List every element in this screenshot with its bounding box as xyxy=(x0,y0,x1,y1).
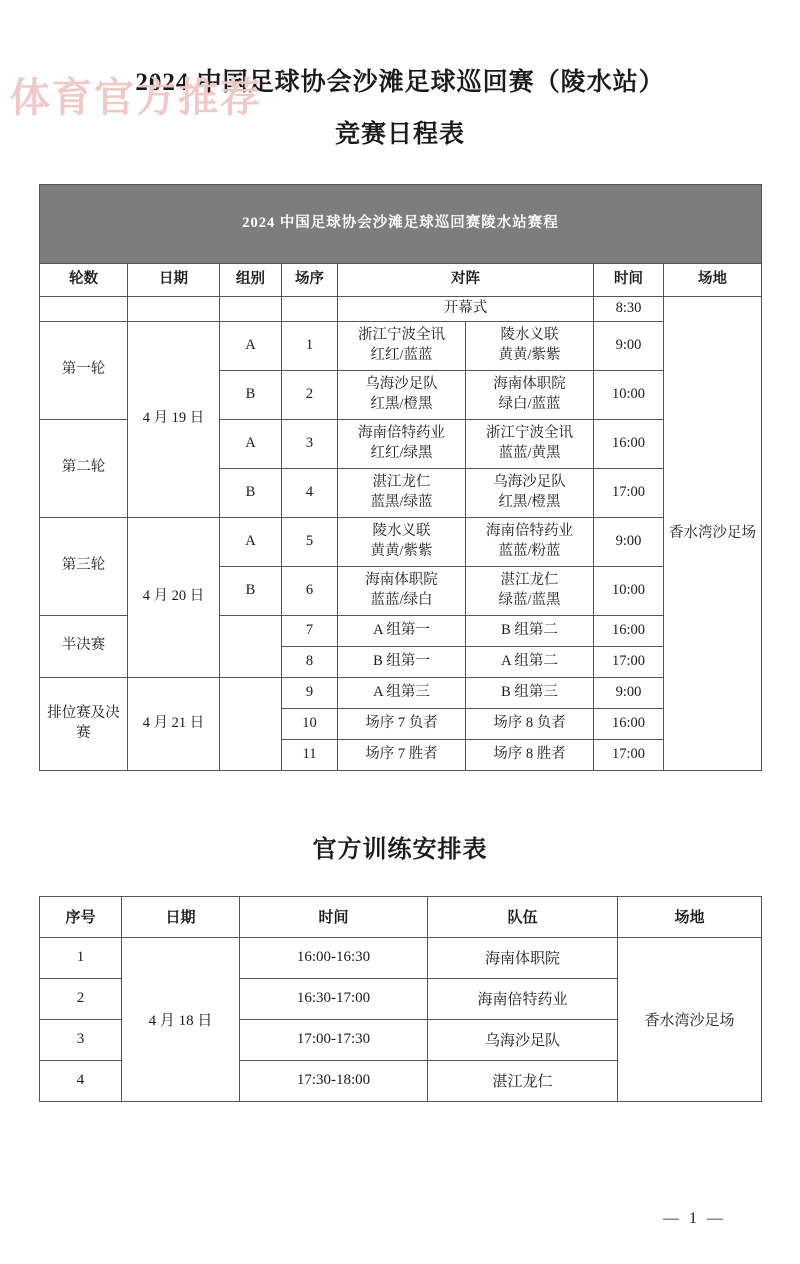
training-table-container xyxy=(39,896,761,1102)
match-time: 9:00 xyxy=(594,321,664,370)
opening-order-blank xyxy=(282,297,338,322)
training-team: 海南体职院 xyxy=(428,937,618,978)
schedule-date-2: 4 月 20 日 xyxy=(128,517,220,677)
training-time: 16:30-17:00 xyxy=(240,978,428,1019)
round-label-final: 排位赛及决赛 xyxy=(40,677,128,770)
match-home xyxy=(338,419,466,468)
training-header-time: 时间 xyxy=(240,896,428,937)
table-row-opening xyxy=(40,297,762,322)
match-away-kit: 蓝蓝/黄黑 xyxy=(498,444,561,461)
opening-group-blank xyxy=(220,297,282,322)
header-venue: 场地 xyxy=(664,264,762,297)
header-order: 场序 xyxy=(282,264,338,297)
training-schedule-table xyxy=(39,896,762,1102)
match-away-kit: 黄黄/紫紫 xyxy=(498,346,561,363)
match-home xyxy=(338,517,466,566)
schedule-venue: 香水湾沙足场 xyxy=(664,297,762,771)
match-home-kit: 黄黄/紫紫 xyxy=(370,542,433,559)
match-home: B 组第一 xyxy=(338,646,466,677)
match-away-team: 浙江宁波全讯 xyxy=(486,425,573,441)
training-time: 17:00-17:30 xyxy=(240,1019,428,1060)
match-time: 10:00 xyxy=(594,566,664,615)
training-title: 官方训练安排表 xyxy=(312,836,488,863)
round-label-2: 第二轮 xyxy=(40,419,128,517)
match-group: A xyxy=(220,517,282,566)
match-home xyxy=(338,566,466,615)
match-away: A 组第二 xyxy=(466,646,594,677)
match-time: 16:00 xyxy=(594,708,664,739)
schedule-banner: 2024 中国足球协会沙滩足球巡回赛陵水站赛程 xyxy=(40,185,762,264)
header-matchup: 对阵 xyxy=(338,264,594,297)
match-home xyxy=(338,370,466,419)
schedule-header-row xyxy=(40,264,762,297)
table-row xyxy=(40,937,762,978)
training-time: 16:00-16:30 xyxy=(240,937,428,978)
match-home-team: 海南倍特药业 xyxy=(358,425,445,441)
match-away-kit: 绿白/蓝蓝 xyxy=(498,395,561,412)
match-order: 6 xyxy=(282,566,338,615)
match-away-team: 湛江龙仁 xyxy=(500,572,559,588)
match-time: 10:00 xyxy=(594,370,664,419)
training-header-date: 日期 xyxy=(122,896,240,937)
match-home: A 组第一 xyxy=(338,615,466,646)
match-away: B 组第二 xyxy=(466,615,594,646)
match-home-kit: 蓝黑/绿蓝 xyxy=(370,493,433,510)
training-header-team: 队伍 xyxy=(428,896,618,937)
match-time: 16:00 xyxy=(594,419,664,468)
match-order: 2 xyxy=(282,370,338,419)
match-time: 16:00 xyxy=(594,615,664,646)
training-no: 4 xyxy=(40,1060,122,1101)
match-away xyxy=(466,419,594,468)
match-time: 9:00 xyxy=(594,517,664,566)
match-order: 7 xyxy=(282,615,338,646)
match-away-team: 陵水义联 xyxy=(500,327,559,343)
training-time: 17:30-18:00 xyxy=(240,1060,428,1101)
match-away xyxy=(466,566,594,615)
page-title: 2024 中国足球协会沙滩足球巡回赛（陵水站） xyxy=(135,69,665,96)
match-home-kit: 红红/绿黑 xyxy=(370,444,433,461)
match-away: B 组第三 xyxy=(466,677,594,708)
match-away xyxy=(466,517,594,566)
training-header-row xyxy=(40,896,762,937)
schedule-date-1: 4 月 19 日 xyxy=(128,321,220,517)
opening-time: 8:30 xyxy=(594,297,664,322)
match-order: 5 xyxy=(282,517,338,566)
opening-round-blank xyxy=(40,297,128,322)
match-order: 1 xyxy=(282,321,338,370)
match-away: 场序 8 负者 xyxy=(466,708,594,739)
training-venue: 香水湾沙足场 xyxy=(618,937,762,1101)
match-home-kit: 红红/蓝蓝 xyxy=(370,346,433,363)
watermark: 体育官方推荐 xyxy=(10,75,262,120)
table-row xyxy=(40,517,762,566)
match-away-kit: 红黑/橙黑 xyxy=(498,493,561,510)
match-away: 场序 8 胜者 xyxy=(466,739,594,770)
training-header-no: 序号 xyxy=(40,896,122,937)
training-no: 3 xyxy=(40,1019,122,1060)
match-order: 3 xyxy=(282,419,338,468)
match-away-kit: 绿蓝/蓝黑 xyxy=(498,591,561,608)
opening-date-blank xyxy=(128,297,220,322)
schedule-date-3: 4 月 21 日 xyxy=(128,677,220,770)
page-subtitle: 竞赛日程表 xyxy=(334,121,465,148)
training-date: 4 月 18 日 xyxy=(122,937,240,1101)
match-home-team: 海南体职院 xyxy=(365,572,438,588)
match-time: 17:00 xyxy=(594,646,664,677)
match-time: 9:00 xyxy=(594,677,664,708)
opening-label: 开幕式 xyxy=(338,297,594,322)
table-row xyxy=(40,321,762,370)
match-order: 10 xyxy=(282,708,338,739)
training-team: 湛江龙仁 xyxy=(428,1060,618,1101)
match-home: A 组第三 xyxy=(338,677,466,708)
match-home-team: 乌海沙足队 xyxy=(365,376,438,392)
training-header-venue: 场地 xyxy=(618,896,762,937)
match-group: B xyxy=(220,370,282,419)
match-group: B xyxy=(220,468,282,517)
match-home-kit: 蓝蓝/绿白 xyxy=(370,591,433,608)
match-group: A xyxy=(220,419,282,468)
training-no: 1 xyxy=(40,937,122,978)
match-home-kit: 红黑/橙黑 xyxy=(370,395,433,412)
match-home-team: 陵水义联 xyxy=(372,523,431,539)
match-away-team: 海南倍特药业 xyxy=(486,523,573,539)
match-time: 17:00 xyxy=(594,739,664,770)
match-away xyxy=(466,321,594,370)
round-label-semi: 半决赛 xyxy=(40,615,128,677)
header-date: 日期 xyxy=(128,264,220,297)
match-time: 17:00 xyxy=(594,468,664,517)
training-team: 乌海沙足队 xyxy=(428,1019,618,1060)
table-row xyxy=(40,677,762,708)
match-away-kit: 蓝蓝/粉蓝 xyxy=(498,542,561,559)
training-team: 海南倍特药业 xyxy=(428,978,618,1019)
round-label-1: 第一轮 xyxy=(40,321,128,419)
training-no: 2 xyxy=(40,978,122,1019)
match-order: 8 xyxy=(282,646,338,677)
schedule-banner-row xyxy=(40,185,762,264)
match-away-team: 海南体职院 xyxy=(493,376,566,392)
competition-schedule-table xyxy=(39,184,762,771)
match-home xyxy=(338,468,466,517)
match-away xyxy=(466,370,594,419)
header-round: 轮数 xyxy=(40,264,128,297)
match-home-team: 湛江龙仁 xyxy=(372,474,431,490)
match-home xyxy=(338,321,466,370)
schedule-table-container xyxy=(39,184,761,771)
header-group: 组别 xyxy=(220,264,282,297)
match-group: B xyxy=(220,566,282,615)
match-order: 11 xyxy=(282,739,338,770)
header-time: 时间 xyxy=(594,264,664,297)
match-away-team: 乌海沙足队 xyxy=(493,474,566,490)
match-home: 场序 7 胜者 xyxy=(338,739,466,770)
match-order: 4 xyxy=(282,468,338,517)
match-group: A xyxy=(220,321,282,370)
final-group-blank xyxy=(220,677,282,770)
match-home-team: 浙江宁波全讯 xyxy=(358,327,445,343)
match-home: 场序 7 负者 xyxy=(338,708,466,739)
match-order: 9 xyxy=(282,677,338,708)
page-number: — 1 — xyxy=(663,1210,726,1227)
semi-group-blank xyxy=(220,615,282,677)
round-label-3: 第三轮 xyxy=(40,517,128,615)
match-away xyxy=(466,468,594,517)
